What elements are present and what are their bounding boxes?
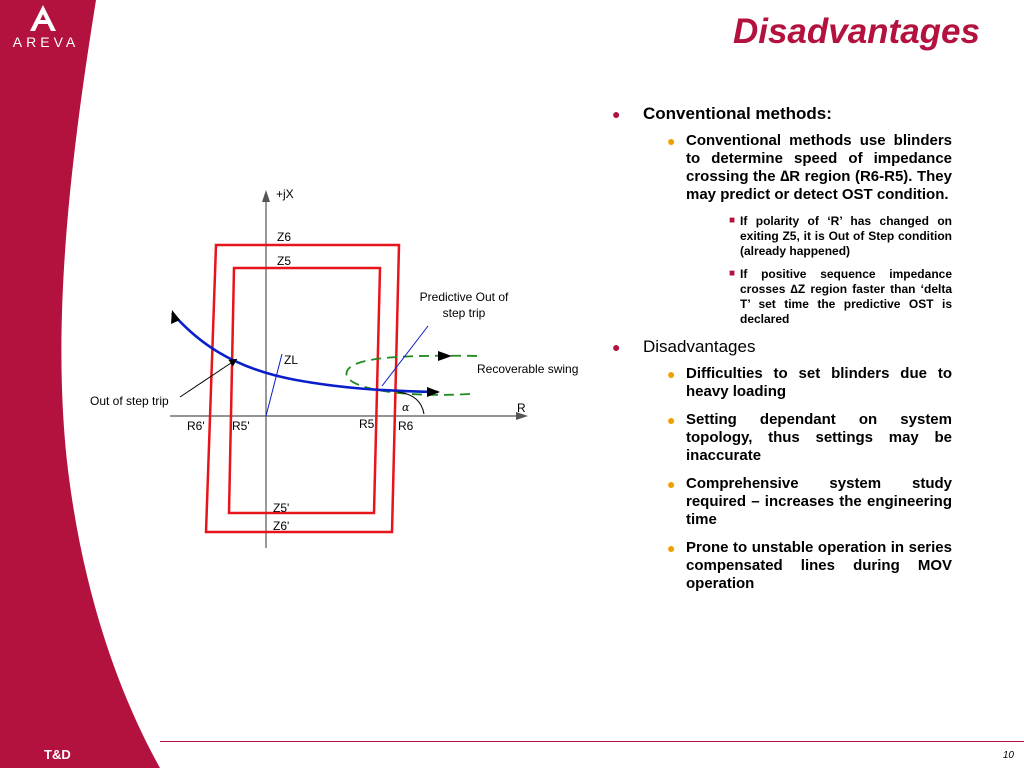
label-zl: ZL bbox=[284, 353, 299, 367]
footer-brand-label: T&D bbox=[44, 747, 71, 762]
section-conventional-methods bbox=[612, 104, 952, 124]
slide-title: Disadvantages bbox=[732, 12, 980, 51]
label-z5-prime: Z5' bbox=[273, 501, 290, 515]
bullet-dot-icon: ● bbox=[667, 133, 676, 149]
sub-list-item-text: If polarity of ‘R’ has changed on exiting Z5, it is Out of Step condition (already happened) bbox=[740, 214, 952, 258]
bullet-dot-icon: ● bbox=[612, 339, 621, 355]
list-item bbox=[643, 365, 952, 401]
page-number: 10 bbox=[1002, 750, 1014, 761]
list-item bbox=[643, 539, 952, 593]
label-alpha: α bbox=[402, 401, 410, 414]
section-disadvantages bbox=[612, 337, 952, 357]
bullet-dot-icon: ● bbox=[612, 106, 621, 122]
impedance-diagram bbox=[0, 0, 620, 600]
bullet-square-icon: ■ bbox=[729, 268, 736, 279]
bullet-dot-icon: ● bbox=[667, 540, 676, 556]
section-title: Conventional methods: bbox=[643, 104, 832, 123]
list-item-text: Difficulties to set blinders due to heavy loading bbox=[686, 365, 952, 400]
list-item-text: Conventional methods use blinders to determine speed of impedance crossing the ∆R region (R6-R5). They may predict or detect OST condition. bbox=[686, 132, 952, 203]
section-title: Disadvantages bbox=[643, 337, 756, 356]
x-axis-label: R bbox=[517, 401, 526, 415]
bullet-content bbox=[612, 104, 952, 603]
label-z6-prime: Z6' bbox=[273, 519, 290, 533]
sub-list-item bbox=[612, 214, 952, 259]
label-z6: Z6 bbox=[277, 230, 292, 244]
label-r5: R5 bbox=[359, 417, 375, 431]
bullet-dot-icon: ● bbox=[667, 366, 676, 382]
bullet-dot-icon: ● bbox=[667, 412, 676, 428]
footer-divider bbox=[160, 741, 1024, 742]
line-impedance-zl bbox=[266, 354, 282, 416]
label-r6: R6 bbox=[398, 419, 414, 433]
list-item bbox=[643, 475, 952, 529]
bullet-dot-icon: ● bbox=[667, 476, 676, 492]
y-axis-arrow-icon bbox=[262, 190, 270, 202]
logo-text: AREVA bbox=[12, 34, 80, 50]
label-z5: Z5 bbox=[277, 254, 292, 268]
label-out-of-step-trip: Out of step trip bbox=[90, 394, 169, 408]
swing-arrow-icon bbox=[438, 351, 452, 361]
sub-list-item-text: If positive sequence impedance crosses ∆Z region faster than ‘delta T’ set time the predictive OST is declared bbox=[740, 267, 952, 326]
sub-list-item bbox=[612, 267, 952, 327]
label-recoverable-swing: Recoverable swing bbox=[477, 362, 579, 376]
bullet-square-icon: ■ bbox=[729, 215, 736, 226]
list-item-text: Comprehensive system study required – increases the engineering time bbox=[686, 475, 952, 528]
list-item-text: Setting dependant on system topology, thus settings may be inaccurate bbox=[686, 411, 952, 464]
label-r5-prime: R5' bbox=[232, 419, 250, 433]
blinder-z5 bbox=[229, 268, 380, 513]
out-of-step-pointer-line bbox=[180, 361, 234, 397]
list-item bbox=[643, 411, 952, 465]
label-predictive-line1: Predictive Out of bbox=[419, 290, 509, 304]
y-axis-label: +jX bbox=[276, 187, 294, 201]
list-item bbox=[643, 132, 952, 204]
label-r6-prime: R6' bbox=[187, 419, 205, 433]
list-item-text: Prone to unstable operation in series compensated lines during MOV operation bbox=[686, 539, 952, 592]
label-predictive-line2: step trip bbox=[442, 306, 486, 320]
